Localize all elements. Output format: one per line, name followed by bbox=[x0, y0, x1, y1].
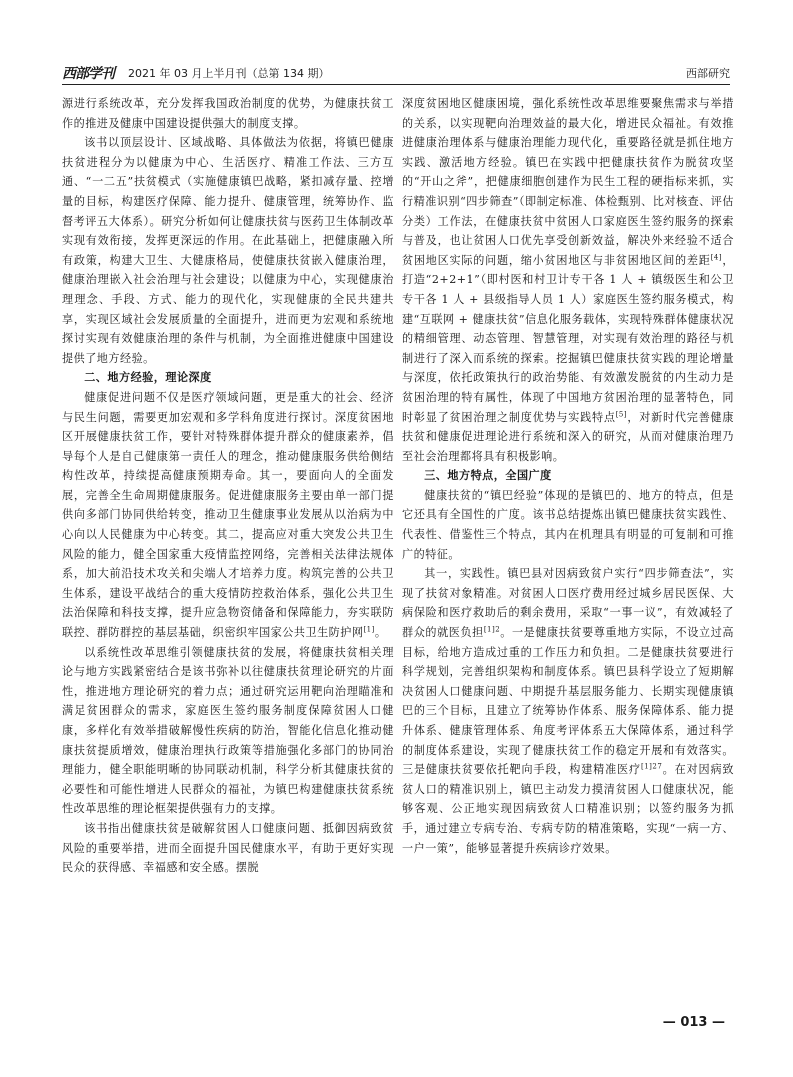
section-heading bbox=[62, 368, 394, 388]
citation-ref: [1] bbox=[363, 625, 375, 634]
paragraph bbox=[62, 819, 394, 878]
paragraph-text: 以系统性改革思维引领健康扶贫的发展，将健康扶贫相关理论与地方实践紧密结合是该书弥补以往健康扶贫理论研究的片面性，推进地方理论研究的着力点；通过研究运用靶向治理瞄准和满足贫困群众的需求，家庭医生签约服务制度保障贫困人口健康，多样化有效举措破解慢性疾病的防治，智能化信息化推动健康扶贫提质增效，健康治理执行政策等措施强化多部门的协同治理能力，健全职能明晰的协同联动机制，科学分析其健康扶贫的必要性和可能性增进人民群众的福祉，为镇巴构建健康扶贫系统性改革思维的理论框架提供强有力的支撑。 bbox=[62, 645, 394, 816]
paragraph-text: 。在对因病致贫人口的精准识别上，镇巴主动发力摸清贫困人口健康状况，能够客观、公正地实现因病致贫人口精准识别；以签约服务为抓手，通过建立专病专治、专病专防的精准策略，实现“一病一方、一户一策”，能够显著提升疾病诊疗效果。 bbox=[402, 763, 734, 855]
paragraph bbox=[402, 94, 734, 466]
citation-ref: [1]2 bbox=[483, 625, 501, 634]
paragraph-text: 深度贫困地区健康困境，强化系统性改革思维要聚焦需求与举措的关系，以实现靶向治理效益的最大化，增进民众福祉。有效推进健康治理体系与健康治理能力现代化，重要路径就是抓住地方实践、激活地方经验。镇巴在实践中把健康扶贫作为脱贫攻坚的“开山之斧”，把健康细胞创建作为民生工程的硬指标来抓，实行精准识别“四步筛查”（即制定标准、体检甄别、比对核查、评估分类）工作法，在健康扶贫中贫困人口家庭医生签约服务的探索与普及，也让贫困人口优先享受创新效益，解决外来经验不适合贫困地区实际的问题，缩小贫困地区与非贫困地区间的差距 bbox=[402, 97, 734, 267]
paragraph bbox=[62, 643, 394, 819]
left-column bbox=[62, 94, 394, 878]
section-heading bbox=[402, 466, 734, 486]
paragraph-text: 三、地方特点，全国广度 bbox=[424, 469, 552, 483]
issue-info: 2021 年 03 月上半月刊（总第 134 期） bbox=[128, 67, 330, 80]
right-column bbox=[402, 94, 734, 858]
page-header bbox=[62, 62, 730, 85]
citation-ref: [1]27 bbox=[640, 762, 663, 771]
paragraph-text: ，打造“2+2+1”（即村医和村卫计专干各 1 人 + 镇级医生和公卫专干各 1 人 + 县级指导人员 1 人）家庭医生签约服务模式，构建“互联网 + 健康扶贫”信息化服务载体，实现特殊群体健康状况的精细管理、动态管理、智慧管理，对实现有效治理的路径与机制进行了深入而系统的探索。挖掘镇巴健康扶贫实践的理论增量与深度，依托政策执行的政治势能、有效激发脱贫的内生动力是贫困治理的特有属性，体现了中国地方贫困治理的显著特色，同时彰显了贫困治理之制度优势与实践特点 bbox=[402, 253, 734, 424]
paragraph bbox=[62, 94, 394, 133]
paragraph bbox=[402, 564, 734, 858]
paragraph-text: 。一是健康扶贫要尊重地方实际，不设立过高目标，给地方造成过重的工作压力和负担。二是健康扶贫要进行科学规划，完善组织架构和制度体系。镇巴县科学设立了短期解决贫困人口健康问题、中期提升基层服务能力、长期实现健康镇巴的三个目标，且建立了统筹协作体系、服务保障体系、能力提升体系、健康管理体系、角度考评体系五大保障体系，通过科学的制度体系建设，实现了健康扶贫工作的稳定开展和有效落实。三是健康扶贫要依托靶向手段，构建精准医疗 bbox=[402, 626, 734, 777]
paragraph-text: 健康扶贫的“镇巴经验”体现的是镇巴的、地方的特点，但是它还具有全国性的广度。该书总结提炼出镇巴健康扶贫实践性、代表性、借鉴性三个特点，其内在机理具有明显的可复制和可推广的特征。 bbox=[402, 488, 734, 561]
paragraph-text: ，对新时代完善健康扶贫和健康促进理论进行系统和深入的研究，从而对健康治理乃至社会治理都将具有积极影响。 bbox=[402, 410, 734, 463]
citation-ref: [5] bbox=[615, 409, 628, 418]
paragraph bbox=[402, 486, 734, 564]
paragraph bbox=[62, 133, 394, 368]
paragraph-text: 健康促进问题不仅是医疗领域问题，更是重大的社会、经济与民生问题，需要更加宏观和多学科角度进行探讨。深度贫困地区开展健康扶贫工作，要针对特殊群体提升群众的健康素养，倡导每个人是自己健康第一责任人的理念，推动健康服务供给侧结构性改革，持续提高健康预期寿命。其一，要面向人的全面发展，完善全生命周期健康服务。促进健康服务主要由单一部门提供向多部门协同供给转变，推动卫生健康事业发展从以治病为中心向以人民健康为中心转变。其二，提高应对重大突发公共卫生风险的能力，健全国家重大疫情监控网络，完善相关法律法规体系，加大前沿技术攻关和尖端人才培养力度。构筑完善的公共卫生体系，建设平战结合的重大疫情防控救治体系，强化公共卫生法治保障和科技支撑，提升应急物资储备和保障能力，夯实联防联控、群防群控的基层基础，织密织牢国家公共卫生防护网 bbox=[62, 390, 394, 640]
paragraph-text: 源进行系统改革，充分发挥我国政治制度的优势，为健康扶贫工作的推进及健康中国建设提供强大的制度支撑。 bbox=[62, 97, 394, 130]
section-name: 西部研究 bbox=[686, 67, 730, 80]
citation-ref: [4] bbox=[710, 253, 723, 262]
page-number: — 013 — bbox=[662, 1015, 725, 1030]
paragraph-text: 。 bbox=[374, 626, 387, 640]
paragraph-text: 该书指出健康扶贫是破解贫困人口健康问题、抵御因病致贫风险的重要举措，进而全面提升国民健康水平，有助于更好实现民众的获得感、幸福感和安全感。摆脱 bbox=[62, 821, 394, 875]
journal-logo: 西部学刊 bbox=[62, 66, 114, 82]
paragraph bbox=[62, 388, 394, 643]
paragraph-text: 二、地方经验，理论深度 bbox=[84, 371, 212, 385]
paragraph-text: 该书以顶层设计、区域战略、具体做法为依据，将镇巴健康扶贫进程分为以健康为中心、生活医疗、精准工作法、三方互通、“一二五”扶贫模式（实施健康镇巴战略，紧扣减存量、控增量的目标，构建医疗保障、能力提升、健康管理，统筹协作、监督考评五大体系）。研究分析如何让健康扶贫与医药卫生体制改革实现有效衔接，发挥更深远的作用。在此基础上，把健康融入所有政策，构建大卫生、大健康格局，使健康扶贫嵌入健康治理，健康治理嵌入社会治理与社会建设；以健康为中心，实现健康治理理念、手段、方式、能力的现代化，实现健康的全民共建共享，实现区域社会发展质量的全面提升，进而更为宏观和系统地探讨实现有效健康治理的条件与机制，为全面推进健康中国建设提供了地方经验。 bbox=[62, 136, 394, 365]
paragraph-text: 其一，实践性。镇巴县对因病致贫户实行“四步筛查法”，实现了扶贫对象精准。对贫困人口医疗费用经过城乡居民医保、大病保险和医疗救助后的剩余费用，采取“一事一议”，有效减轻了群众的就医负担 bbox=[402, 567, 734, 640]
